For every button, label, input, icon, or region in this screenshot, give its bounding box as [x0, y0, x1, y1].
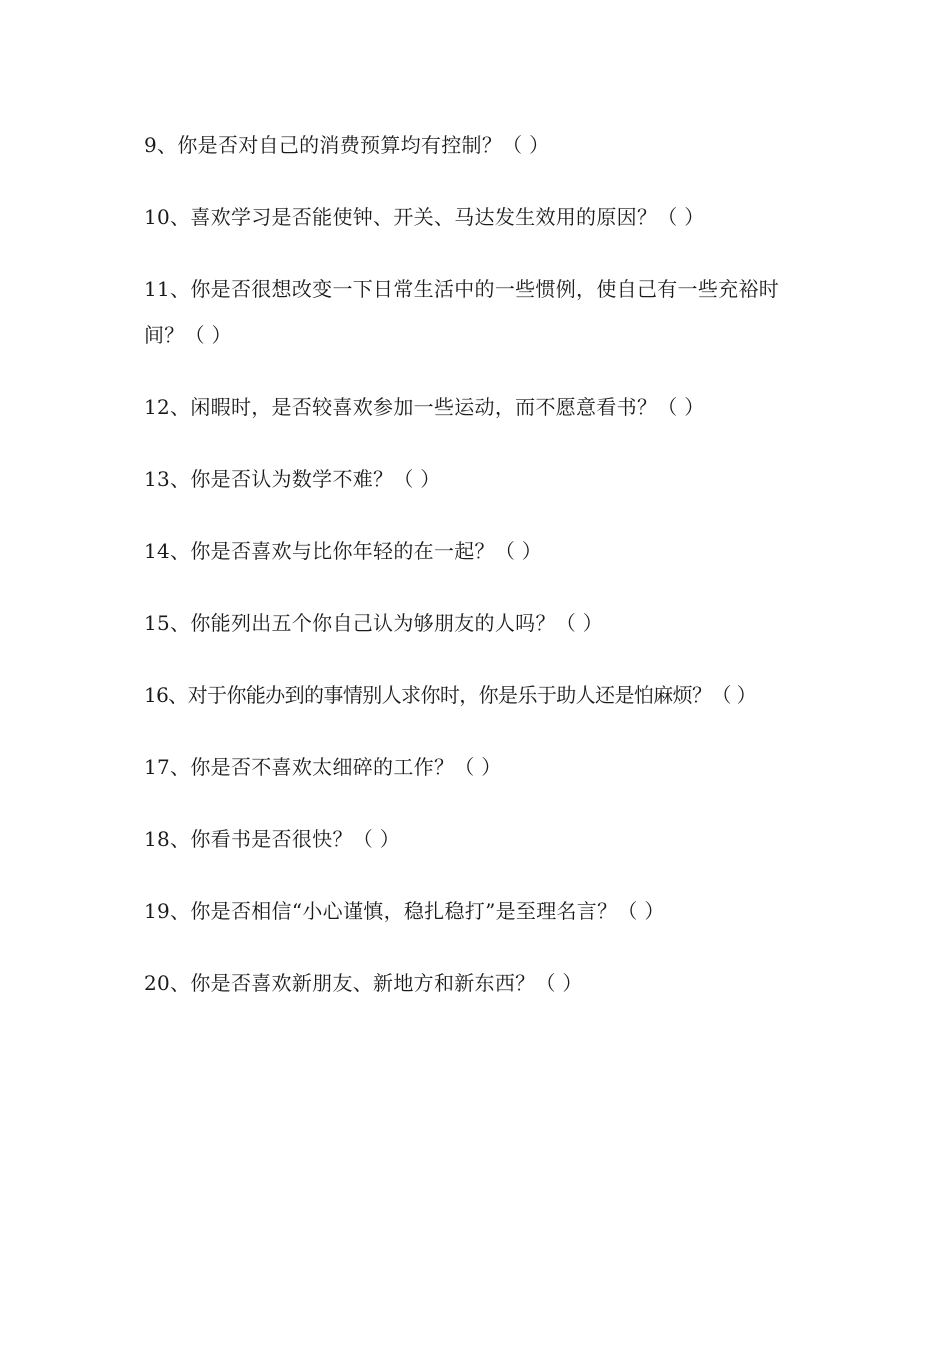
question-9: 9、你是否对自己的消费预算均有控制？（ ）	[144, 133, 550, 157]
question-13: 13、你是否认为数学不难？（ ）	[144, 467, 441, 491]
question-list	[144, 122, 816, 1032]
question-17: 17、你是否不喜欢太细碎的工作？（ ）	[144, 755, 502, 779]
question-11: 11、你是否很想改变一下日常生活中的一些惯例，使自己有一些充裕时间？（ ）	[144, 277, 780, 347]
question-19: 19、你是否相信“小心谨慎，稳扎稳打”是至理名言？（ ）	[144, 899, 665, 923]
question-16: 16、对于你能办到的事情别人求你时，你是乐于助人还是怕麻烦？（ ）	[144, 683, 757, 707]
question-18: 18、你看书是否很快？（ ）	[144, 827, 401, 851]
question-10: 10、喜欢学习是否能使钟、开关、马达发生效用的原因？（ ）	[144, 205, 705, 229]
question-12: 12、闲暇时，是否较喜欢参加一些运动，而不愿意看书？（ ）	[144, 395, 705, 419]
question-20: 20、你是否喜欢新朋友、新地方和新东西？（ ）	[144, 971, 583, 995]
question-14: 14、你是否喜欢与比你年轻的在一起？（ ）	[144, 539, 543, 563]
question-15: 15、你能列出五个你自己认为够朋友的人吗？（ ）	[144, 611, 604, 635]
